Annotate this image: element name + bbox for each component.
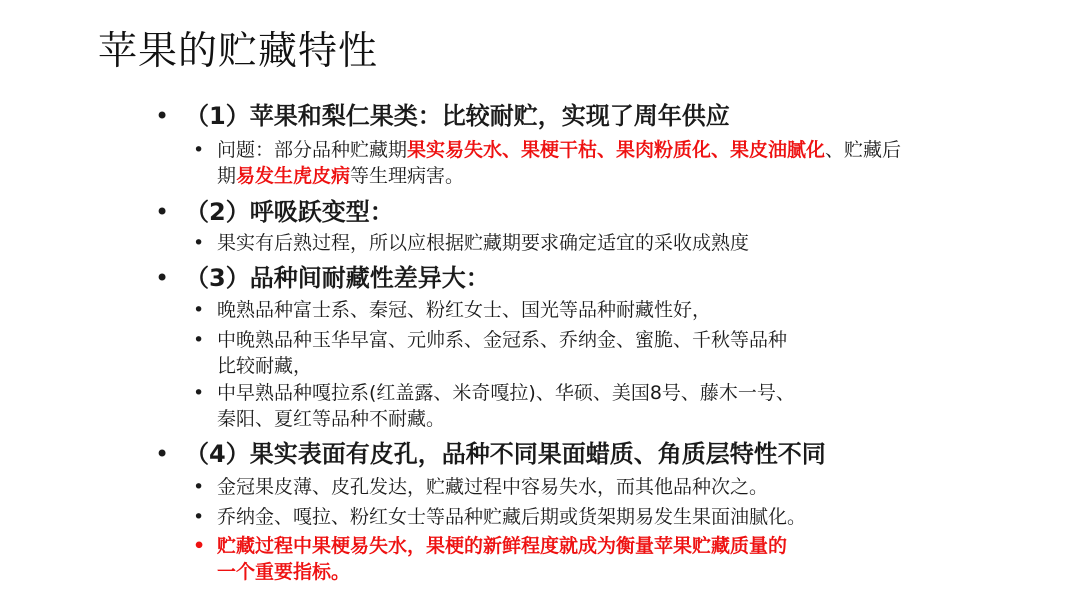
section-3-item-2 bbox=[193, 327, 907, 379]
bullet-icon: • bbox=[193, 382, 205, 404]
item-highlight: 贮藏过程中果梗易失水，果梗的新鲜程度就成为衡量苹果贮藏质量的 bbox=[217, 535, 788, 557]
item-highlight: 果实易失水、果梗干枯、果肉粉质化、果皮油腻化 bbox=[407, 139, 826, 161]
section-2-item-1 bbox=[193, 230, 907, 256]
bullet-icon: • bbox=[193, 232, 205, 254]
section-4-item-3 bbox=[193, 533, 907, 585]
section-2-heading bbox=[155, 197, 394, 227]
item-text: 中早熟品种嘎拉系(红盖露、米奇嘎拉)、华硕、美国8号、藤木一号、 bbox=[217, 382, 795, 404]
section-3-item-3 bbox=[193, 380, 907, 432]
item-text: 乔纳金、嘎拉、粉红女士等品种贮藏后期或货架期易发生果面油腻化。 bbox=[217, 506, 807, 528]
section-4-item-1 bbox=[193, 474, 907, 500]
item-text: 果实有后熟过程，所以应根据贮藏期要求确定适宜的采收成熟度 bbox=[217, 232, 750, 254]
item-text: 等生理病害。 bbox=[350, 165, 465, 187]
bullet-icon: • bbox=[155, 102, 170, 130]
bullet-icon: • bbox=[155, 264, 170, 292]
item-text: 问题：部分品种贮藏期 bbox=[217, 139, 408, 161]
bullet-icon: • bbox=[193, 139, 205, 161]
bullet-icon: • bbox=[193, 535, 206, 557]
section-3-heading bbox=[155, 263, 490, 293]
bullet-icon: • bbox=[193, 329, 205, 351]
item-text: 秦阳、夏红等品种不耐藏。 bbox=[217, 408, 446, 430]
item-text: 、贮藏后期 bbox=[217, 139, 902, 187]
slide-title: 苹果的贮藏特性 bbox=[98, 29, 379, 74]
bullet-icon: • bbox=[193, 299, 205, 321]
heading-text: （1）苹果和梨仁果类：比较耐贮，实现了周年供应 bbox=[185, 102, 730, 130]
bullet-icon: • bbox=[193, 506, 205, 528]
item-text: 比较耐藏， bbox=[217, 355, 313, 377]
item-text: 中晚熟品种玉华早富、元帅系、金冠系、乔纳金、蜜脆、千秋等品种 bbox=[217, 329, 788, 351]
heading-text: （4）果实表面有皮孔，品种不同果面蜡质、角质层特性不同 bbox=[185, 440, 826, 468]
item-text: 金冠果皮薄、皮孔发达，贮藏过程中容易失水，而其他品种次之。 bbox=[217, 476, 769, 498]
bullet-icon: • bbox=[155, 198, 170, 226]
bullet-icon: • bbox=[155, 440, 170, 468]
heading-text: （3）品种间耐藏性差异大： bbox=[185, 264, 490, 292]
heading-text: （2）呼吸跃变型： bbox=[185, 198, 394, 226]
section-1-heading bbox=[155, 101, 730, 131]
section-4-item-2 bbox=[193, 504, 907, 530]
bullet-icon: • bbox=[193, 476, 205, 498]
section-4-heading bbox=[155, 439, 826, 469]
item-highlight: 易发生虎皮病 bbox=[236, 165, 351, 187]
item-text: 晚熟品种富士系、秦冠、粉红女士、国光等品种耐藏性好， bbox=[217, 299, 712, 321]
item-highlight: 一个重要指标。 bbox=[217, 561, 351, 583]
section-3-item-1 bbox=[193, 297, 907, 323]
section-1-item-1 bbox=[193, 137, 907, 189]
